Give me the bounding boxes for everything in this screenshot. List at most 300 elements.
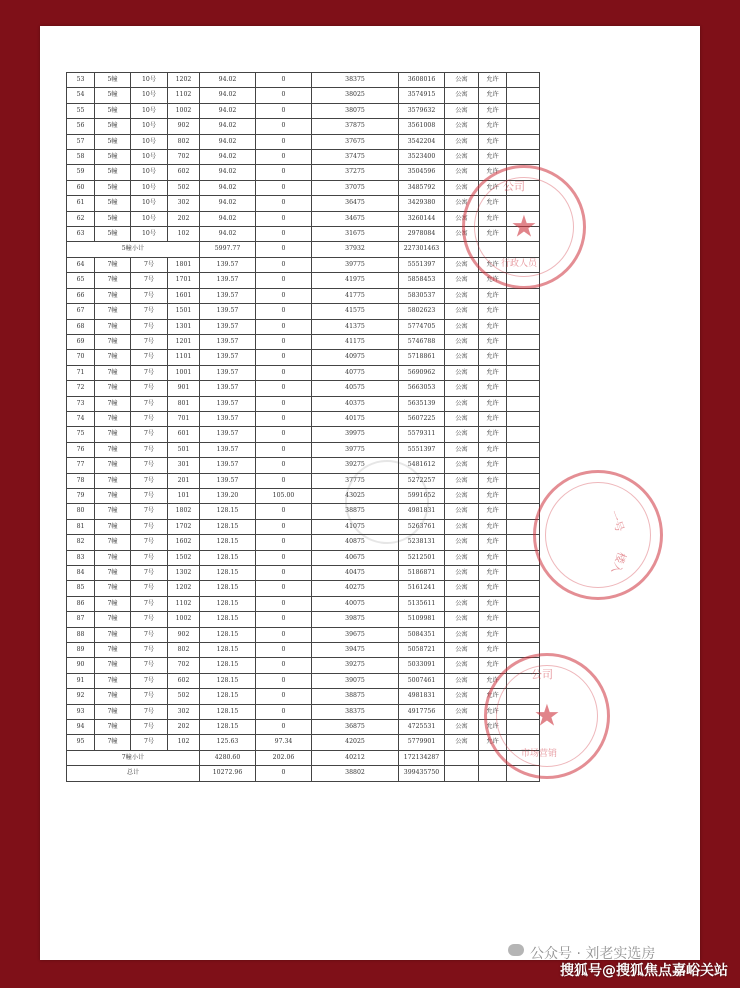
table-cell-empty [507, 673, 540, 688]
table-cell: 128.15 [200, 673, 256, 688]
table-cell-empty [507, 550, 540, 565]
table-cell-empty [507, 365, 540, 380]
table-cell: 139.57 [200, 411, 256, 426]
table-cell: 41975 [312, 273, 399, 288]
wechat-icon [508, 944, 524, 956]
table-cell: 1502 [168, 550, 200, 565]
summary-cell: 40212 [312, 750, 399, 765]
table-cell: 39275 [312, 658, 399, 673]
table-cell: 5幢 [95, 165, 131, 180]
table-cell: 65 [67, 273, 95, 288]
table-cell: 38875 [312, 504, 399, 519]
table-cell: 允许 [479, 442, 507, 457]
table-cell: 139.57 [200, 319, 256, 334]
table-cell: 7号 [131, 334, 168, 349]
table-cell: 37875 [312, 119, 399, 134]
table-cell: 4917756 [399, 704, 445, 719]
table-cell: 允许 [479, 689, 507, 704]
table-row [67, 273, 540, 288]
table-cell-empty [445, 750, 479, 765]
table-cell: 128.15 [200, 704, 256, 719]
summary-label: 7幢小计 [67, 750, 200, 765]
table-cell: 1602 [168, 535, 200, 550]
table-cell: 0 [256, 180, 312, 195]
table-cell: 7号 [131, 720, 168, 735]
table-cell: 7幢 [95, 411, 131, 426]
table-cell-empty [507, 519, 540, 534]
table-cell: 94.02 [200, 103, 256, 118]
table-cell: 允许 [479, 180, 507, 195]
table-cell: 允许 [479, 319, 507, 334]
table-row [67, 319, 540, 334]
table-cell: 128.15 [200, 643, 256, 658]
seal-text: 一号 [606, 508, 627, 534]
table-cell: 允许 [479, 658, 507, 673]
table-cell: 7号 [131, 658, 168, 673]
table-cell-empty [507, 596, 540, 611]
table-cell: 0 [256, 273, 312, 288]
table-row [67, 365, 540, 380]
table-cell: 允许 [479, 720, 507, 735]
table-cell: 5幢 [95, 73, 131, 88]
table-cell: 5084351 [399, 627, 445, 642]
table-row [67, 73, 540, 88]
table-cell: 公寓 [445, 550, 479, 565]
table-cell: 允许 [479, 488, 507, 503]
table-cell: 允许 [479, 566, 507, 581]
table-cell: 0 [256, 689, 312, 704]
table-row [67, 350, 540, 365]
table-cell: 1301 [168, 319, 200, 334]
table-cell: 5779901 [399, 735, 445, 750]
table-cell: 502 [168, 180, 200, 195]
table-cell: 5551397 [399, 442, 445, 457]
table-cell: 34675 [312, 211, 399, 226]
table-cell-empty [445, 242, 479, 257]
table-cell: 公寓 [445, 304, 479, 319]
table-cell: 5186871 [399, 566, 445, 581]
table-cell: 公寓 [445, 350, 479, 365]
table-cell: 79 [67, 488, 95, 503]
table-cell: 1201 [168, 334, 200, 349]
table-cell: 7号 [131, 581, 168, 596]
table-cell: 10号 [131, 103, 168, 118]
table-cell: 62 [67, 211, 95, 226]
table-cell: 7幢 [95, 535, 131, 550]
table-cell: 5238131 [399, 535, 445, 550]
table-cell: 5幢 [95, 180, 131, 195]
table-cell: 128.15 [200, 566, 256, 581]
table-cell: 10号 [131, 211, 168, 226]
subtotal-row [67, 242, 540, 257]
table-cell-empty [507, 627, 540, 642]
table-cell: 57 [67, 134, 95, 149]
table-cell: 7号 [131, 257, 168, 272]
table-cell: 公寓 [445, 103, 479, 118]
table-cell: 7号 [131, 627, 168, 642]
table-row [67, 504, 540, 519]
table-cell: 7号 [131, 396, 168, 411]
table-cell: 37475 [312, 150, 399, 165]
table-cell: 7号 [131, 288, 168, 303]
table-cell: 139.57 [200, 304, 256, 319]
table-cell: 0 [256, 504, 312, 519]
summary-cell: 172134287 [399, 750, 445, 765]
table-cell: 38025 [312, 88, 399, 103]
table-cell: 公寓 [445, 227, 479, 242]
seal-text: 公司 [503, 180, 525, 193]
table-cell-empty [507, 566, 540, 581]
table-cell: 40875 [312, 535, 399, 550]
table-cell: 128.15 [200, 504, 256, 519]
table-cell: 128.15 [200, 581, 256, 596]
table-cell: 72 [67, 381, 95, 396]
table-cell: 77 [67, 458, 95, 473]
summary-cell: 5997.77 [200, 242, 256, 257]
table-cell: 0 [256, 673, 312, 688]
table-cell: 39775 [312, 442, 399, 457]
table-row [67, 596, 540, 611]
table-cell: 允许 [479, 350, 507, 365]
table-cell: 128.15 [200, 627, 256, 642]
table-cell: 902 [168, 119, 200, 134]
table-cell: 允许 [479, 196, 507, 211]
table-cell: 0 [256, 411, 312, 426]
summary-cell: 0 [256, 766, 312, 781]
table-cell: 5830537 [399, 288, 445, 303]
table-cell: 94.02 [200, 180, 256, 195]
table-row [67, 550, 540, 565]
table-cell: 0 [256, 396, 312, 411]
table-cell: 7号 [131, 473, 168, 488]
table-cell: 39675 [312, 627, 399, 642]
table-cell: 128.15 [200, 519, 256, 534]
table-cell: 允许 [479, 627, 507, 642]
table-cell: 139.57 [200, 365, 256, 380]
table-cell: 7幢 [95, 304, 131, 319]
table-cell: 公寓 [445, 504, 479, 519]
table-cell-empty [507, 704, 540, 719]
table-row [67, 488, 540, 503]
table-cell: 公寓 [445, 150, 479, 165]
table-row [67, 689, 540, 704]
table-cell: 允许 [479, 227, 507, 242]
table-cell: 7号 [131, 550, 168, 565]
table-cell: 7幢 [95, 442, 131, 457]
table-cell: 3542204 [399, 134, 445, 149]
table-cell: 公寓 [445, 319, 479, 334]
table-cell: 0 [256, 150, 312, 165]
table-cell: 3429380 [399, 196, 445, 211]
table-cell: 7幢 [95, 334, 131, 349]
table-cell: 7号 [131, 381, 168, 396]
table-row [67, 381, 540, 396]
table-cell: 39975 [312, 427, 399, 442]
table-cell: 允许 [479, 73, 507, 88]
table-cell: 1101 [168, 350, 200, 365]
table-cell-empty [507, 196, 540, 211]
table-cell: 702 [168, 658, 200, 673]
table-cell: 7幢 [95, 673, 131, 688]
table-cell: 公寓 [445, 73, 479, 88]
table-cell: 802 [168, 134, 200, 149]
table-cell: 5774705 [399, 319, 445, 334]
table-cell-empty [507, 273, 540, 288]
table-cell: 94.02 [200, 150, 256, 165]
table-cell: 公寓 [445, 519, 479, 534]
table-cell: 128.15 [200, 535, 256, 550]
table-cell: 5607225 [399, 411, 445, 426]
table-cell: 89 [67, 643, 95, 658]
table-cell: 40675 [312, 550, 399, 565]
table-row [67, 196, 540, 211]
table-cell: 1702 [168, 519, 200, 534]
table-cell: 5058721 [399, 643, 445, 658]
table-row [67, 103, 540, 118]
table-cell: 0 [256, 350, 312, 365]
table-cell-empty [507, 304, 540, 319]
table-cell: 139.57 [200, 334, 256, 349]
table-cell: 允许 [479, 673, 507, 688]
table-cell-empty [507, 735, 540, 750]
table-cell: 10号 [131, 88, 168, 103]
table-cell: 7幢 [95, 257, 131, 272]
table-row [67, 673, 540, 688]
table-row [67, 473, 540, 488]
table-cell: 5802623 [399, 304, 445, 319]
table-cell: 0 [256, 196, 312, 211]
summary-cell: 10272.96 [200, 766, 256, 781]
table-cell-empty [507, 473, 540, 488]
table-cell: 40075 [312, 596, 399, 611]
table-cell: 允许 [479, 88, 507, 103]
table-cell: 39475 [312, 643, 399, 658]
table-cell-empty [507, 350, 540, 365]
table-row [67, 288, 540, 303]
table-cell: 64 [67, 257, 95, 272]
table-cell: 139.57 [200, 458, 256, 473]
table-cell: 允许 [479, 257, 507, 272]
table-cell: 公寓 [445, 334, 479, 349]
table-cell: 3485792 [399, 180, 445, 195]
table-cell: 1002 [168, 103, 200, 118]
table-cell: 60 [67, 180, 95, 195]
table-cell: 允许 [479, 365, 507, 380]
table-cell: 1501 [168, 304, 200, 319]
table-cell: 0 [256, 720, 312, 735]
table-cell: 38075 [312, 103, 399, 118]
table-cell: 5272257 [399, 473, 445, 488]
table-cell: 公寓 [445, 119, 479, 134]
table-cell: 1002 [168, 612, 200, 627]
table-cell-empty [479, 750, 507, 765]
table-cell: 允许 [479, 396, 507, 411]
table-cell: 公寓 [445, 196, 479, 211]
table-cell: 1601 [168, 288, 200, 303]
table-cell: 0 [256, 550, 312, 565]
table-cell: 公寓 [445, 458, 479, 473]
table-row [67, 566, 540, 581]
table-cell: 0 [256, 257, 312, 272]
table-cell: 允许 [479, 519, 507, 534]
table-cell: 301 [168, 458, 200, 473]
table-row [67, 150, 540, 165]
table-cell: 43025 [312, 488, 399, 503]
table-cell: 允许 [479, 535, 507, 550]
table-cell: 801 [168, 396, 200, 411]
table-row [67, 257, 540, 272]
table-cell: 0 [256, 473, 312, 488]
wechat-watermark: 公众号 · 刘老实选房 [530, 946, 656, 962]
table-cell: 7号 [131, 612, 168, 627]
table-cell-empty [507, 581, 540, 596]
table-cell: 2978084 [399, 227, 445, 242]
table-cell: 63 [67, 227, 95, 242]
table-cell: 128.15 [200, 689, 256, 704]
table-cell: 139.57 [200, 427, 256, 442]
table-cell: 公寓 [445, 596, 479, 611]
table-cell: 允许 [479, 612, 507, 627]
table-cell: 5263761 [399, 519, 445, 534]
table-cell: 7幢 [95, 627, 131, 642]
table-cell: 0 [256, 427, 312, 442]
table-cell: 139.57 [200, 473, 256, 488]
table-cell: 85 [67, 581, 95, 596]
table-cell-empty [507, 119, 540, 134]
table-cell: 901 [168, 381, 200, 396]
table-cell: 7号 [131, 504, 168, 519]
table-cell: 7号 [131, 643, 168, 658]
table-cell: 74 [67, 411, 95, 426]
table-cell: 5幢 [95, 150, 131, 165]
table-cell: 公寓 [445, 88, 479, 103]
summary-cell: 37932 [312, 242, 399, 257]
table-cell: 0 [256, 103, 312, 118]
table-cell: 139.57 [200, 273, 256, 288]
table-cell: 139.57 [200, 350, 256, 365]
table-cell-empty [445, 766, 479, 781]
table-cell-empty [507, 643, 540, 658]
table-row [67, 643, 540, 658]
table-row [67, 134, 540, 149]
table-cell: 5212501 [399, 550, 445, 565]
table-cell: 公寓 [445, 381, 479, 396]
table-cell: 允许 [479, 381, 507, 396]
table-cell: 37075 [312, 180, 399, 195]
table-cell: 允许 [479, 134, 507, 149]
table-cell: 3574915 [399, 88, 445, 103]
table-cell: 0 [256, 73, 312, 88]
table-cell: 97.34 [256, 735, 312, 750]
table-cell: 0 [256, 304, 312, 319]
table-cell: 101 [168, 488, 200, 503]
table-cell: 91 [67, 673, 95, 688]
table-cell: 允许 [479, 550, 507, 565]
table-cell: 0 [256, 165, 312, 180]
table-cell: 1801 [168, 257, 200, 272]
table-cell-empty [479, 242, 507, 257]
table-cell: 7幢 [95, 550, 131, 565]
table-cell: 4981831 [399, 504, 445, 519]
table-row [67, 612, 540, 627]
table-cell-empty [507, 396, 540, 411]
table-cell: 5007461 [399, 673, 445, 688]
table-cell-empty [507, 334, 540, 349]
table-cell: 5幢 [95, 103, 131, 118]
table-cell: 201 [168, 473, 200, 488]
table-cell: 5033091 [399, 658, 445, 673]
table-cell: 0 [256, 566, 312, 581]
table-row [67, 304, 540, 319]
table-cell: 允许 [479, 211, 507, 226]
table-cell: 139.57 [200, 381, 256, 396]
table-cell: 128.15 [200, 658, 256, 673]
table-cell: 7号 [131, 319, 168, 334]
table-cell: 5579311 [399, 427, 445, 442]
table-cell: 5161241 [399, 581, 445, 596]
table-cell: 3260144 [399, 211, 445, 226]
table-cell: 公寓 [445, 612, 479, 627]
table-cell: 允许 [479, 735, 507, 750]
table-cell: 允许 [479, 273, 507, 288]
table-cell: 5481612 [399, 458, 445, 473]
seal-text: 楼入 [608, 550, 629, 576]
subtotal-row [67, 750, 540, 765]
table-cell-empty [507, 211, 540, 226]
table-cell: 139.57 [200, 288, 256, 303]
table-cell: 7号 [131, 304, 168, 319]
seal-text: 市场营销 [521, 749, 558, 759]
table-cell: 58 [67, 150, 95, 165]
table-cell: 94.02 [200, 227, 256, 242]
table-cell: 公寓 [445, 165, 479, 180]
table-cell: 10号 [131, 134, 168, 149]
table-cell: 7号 [131, 365, 168, 380]
table-cell-empty [507, 180, 540, 195]
table-row [67, 180, 540, 195]
table-row [67, 704, 540, 719]
table-cell: 允许 [479, 473, 507, 488]
table-cell: 7号 [131, 673, 168, 688]
table-cell: 10号 [131, 119, 168, 134]
table-cell: 54 [67, 88, 95, 103]
table-cell: 59 [67, 165, 95, 180]
table-cell: 0 [256, 519, 312, 534]
table-cell: 10号 [131, 73, 168, 88]
table-row [67, 427, 540, 442]
table-cell: 701 [168, 411, 200, 426]
table-cell: 73 [67, 396, 95, 411]
table-cell: 7幢 [95, 458, 131, 473]
table-cell: 公寓 [445, 396, 479, 411]
table-cell: 7幢 [95, 735, 131, 750]
table-cell: 允许 [479, 411, 507, 426]
table-cell: 5109981 [399, 612, 445, 627]
table-cell: 86 [67, 596, 95, 611]
table-cell: 1701 [168, 273, 200, 288]
table-cell: 202 [168, 211, 200, 226]
table-cell: 0 [256, 612, 312, 627]
table-cell: 7幢 [95, 519, 131, 534]
sohu-watermark: 搜狐号@搜狐焦点嘉峪关站 [560, 963, 728, 979]
table-cell: 7号 [131, 689, 168, 704]
table-row [67, 458, 540, 473]
table-row [67, 334, 540, 349]
table-cell: 7幢 [95, 488, 131, 503]
table-cell: 39875 [312, 612, 399, 627]
table-cell: 0 [256, 627, 312, 642]
summary-cell: 4280.60 [200, 750, 256, 765]
